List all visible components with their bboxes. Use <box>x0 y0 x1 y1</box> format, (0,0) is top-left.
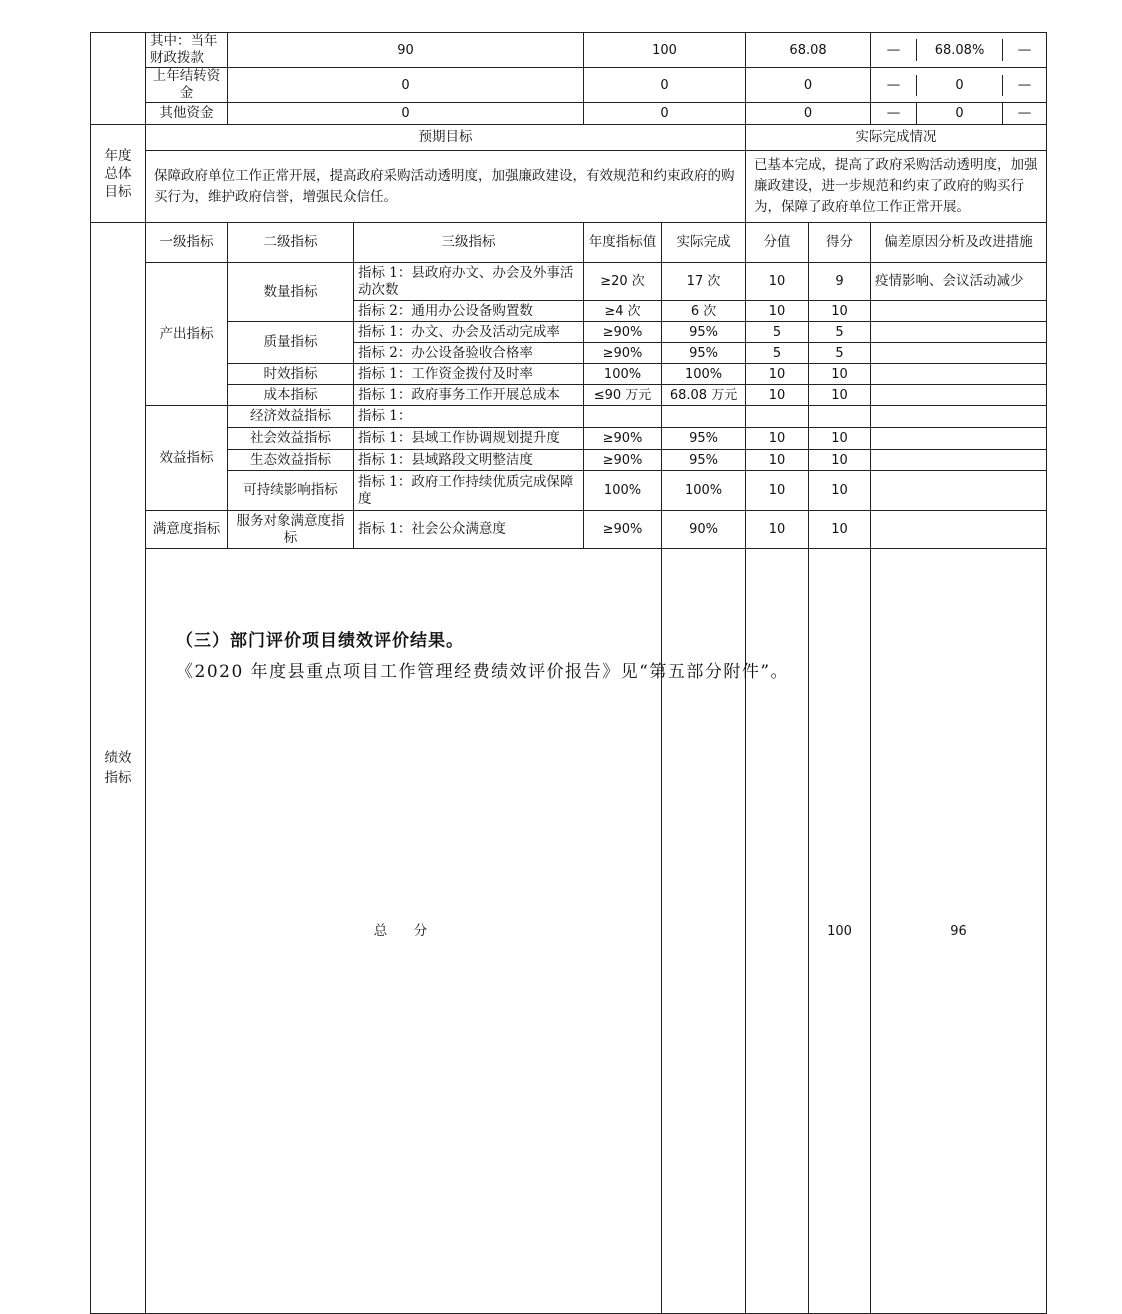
indicator-row <box>91 511 1047 549</box>
indicator-header-row <box>91 223 1047 263</box>
header-target: 年度指标值 <box>584 223 662 263</box>
deviation-cell <box>871 406 1047 428</box>
score-cell: 5 <box>809 322 871 343</box>
score-value-cell: 10 <box>746 471 809 511</box>
score-cell: 10 <box>809 385 871 406</box>
actual-cell: 68.08 万元 <box>662 385 746 406</box>
header-level1: 一级指标 <box>146 223 228 263</box>
header-level3: 三级指标 <box>354 223 584 263</box>
deviation-cell: 疫情影响、会议活动减少 <box>871 263 1047 301</box>
level3-cell: 指标 1： <box>354 406 584 428</box>
score-cell: 9 <box>809 263 871 301</box>
funding-value: 0 <box>746 68 871 103</box>
actual-cell <box>662 406 746 428</box>
deviation-cell <box>871 450 1047 471</box>
funding-value: 68.08% <box>917 39 1003 61</box>
score-cell: 10 <box>809 511 871 549</box>
header-actual: 实际完成 <box>662 223 746 263</box>
indicator-row <box>91 385 1047 406</box>
actual-cell: 95% <box>662 450 746 471</box>
group-satisfaction: 满意度指标 <box>146 511 228 549</box>
funding-row <box>91 103 1047 125</box>
level3-cell: 指标 1：办文、办会及活动完成率 <box>354 322 584 343</box>
target-cell: ≥90% <box>584 322 662 343</box>
overall-content-row <box>91 151 1047 223</box>
level2-quantity: 数量指标 <box>228 263 354 322</box>
deviation-cell <box>871 511 1047 549</box>
funding-value: 68.08 <box>746 33 871 68</box>
score-value-cell: 10 <box>746 428 809 450</box>
target-cell: 100% <box>584 364 662 385</box>
deviation-cell <box>871 428 1047 450</box>
funding-value: 0 <box>228 103 584 125</box>
level3-cell: 指标 2：通用办公设备购置数 <box>354 301 584 322</box>
indicator-row <box>91 450 1047 471</box>
header-score-value: 分值 <box>746 223 809 263</box>
overall-row-label: 年度总体目标 <box>91 125 146 223</box>
group-benefit: 效益指标 <box>146 406 228 511</box>
indicator-row <box>91 406 1047 428</box>
indicator-row <box>91 322 1047 343</box>
target-cell: ≥20 次 <box>584 263 662 301</box>
level2-ecological: 生态效益指标 <box>228 450 354 471</box>
level2-social: 社会效益指标 <box>228 428 354 450</box>
level2-timeliness: 时效指标 <box>228 364 354 385</box>
level3-cell: 指标 1：政府工作持续优质完成保障度 <box>354 471 584 511</box>
section-body: 《2020 年度县重点项目工作管理经费绩效评价报告》见“第五部分附件”。 <box>176 662 790 682</box>
actual-completion-text: 已基本完成，提高了政府采购活动透明度，加强廉政建设，进一步规范和约束了政府的购买行为，保障了政府单位工作正常开展。 <box>746 151 1047 223</box>
expected-goal-header: 预期目标 <box>146 125 746 151</box>
level2-sustainable: 可持续影响指标 <box>228 471 354 511</box>
level3-cell: 指标 1：县政府办文、办会及外事活动次数 <box>354 263 584 301</box>
target-cell: ≥90% <box>584 511 662 549</box>
indicator-row <box>91 263 1047 301</box>
funding-value: — <box>871 103 917 124</box>
funding-value: — <box>1017 76 1032 93</box>
actual-cell: 100% <box>662 471 746 511</box>
funding-value-group <box>871 33 1047 68</box>
deviation-cell <box>871 343 1047 364</box>
indicator-row <box>91 428 1047 450</box>
actual-cell: 95% <box>662 343 746 364</box>
funding-value: 90 <box>228 33 584 68</box>
score-cell: 5 <box>809 343 871 364</box>
score-value-cell: 10 <box>746 385 809 406</box>
header-deviation: 偏差原因分析及改进措施 <box>871 223 1047 263</box>
score-cell: 10 <box>809 364 871 385</box>
score-value-cell: 10 <box>746 263 809 301</box>
header-level2: 二级指标 <box>228 223 354 263</box>
target-cell <box>584 406 662 428</box>
funding-row <box>91 33 1047 68</box>
level2-quality: 质量指标 <box>228 322 354 364</box>
target-cell: ≥90% <box>584 428 662 450</box>
score-value-cell <box>746 406 809 428</box>
score-value-cell: 10 <box>746 511 809 549</box>
score-value-cell: 10 <box>746 450 809 471</box>
score-cell: 10 <box>809 471 871 511</box>
target-cell: ≤90 万元 <box>584 385 662 406</box>
funding-value: — <box>871 39 917 61</box>
score-cell: 10 <box>809 428 871 450</box>
overall-header-row <box>91 125 1047 151</box>
funding-row <box>91 68 1047 103</box>
level3-cell: 指标 1：县域工作协调规划提升度 <box>354 428 584 450</box>
deviation-cell <box>871 385 1047 406</box>
target-cell: 100% <box>584 471 662 511</box>
actual-cell: 95% <box>662 428 746 450</box>
funding-value-group <box>871 103 1047 125</box>
funding-value: 0 <box>584 68 746 103</box>
section-title: （三）部门评价项目绩效评价结果。 <box>176 631 464 651</box>
score-cell <box>809 406 871 428</box>
funding-value: 100 <box>584 33 746 68</box>
score-value-cell: 5 <box>746 343 809 364</box>
funding-value: 0 <box>584 103 746 125</box>
indicator-row <box>91 364 1047 385</box>
deviation-cell <box>871 301 1047 322</box>
level3-cell: 指标 1：政府事务工作开展总成本 <box>354 385 584 406</box>
funding-value: 0 <box>228 68 584 103</box>
indicator-row <box>91 471 1047 511</box>
funding-value: — <box>1017 41 1032 58</box>
level3-cell: 指标 1：社会公众满意度 <box>354 511 584 549</box>
level3-cell: 指标 1：工作资金拨付及时率 <box>354 364 584 385</box>
target-cell: ≥4 次 <box>584 301 662 322</box>
total-score: 96 <box>871 549 1047 1314</box>
total-label: 总 分 <box>146 549 662 1314</box>
target-cell: ≥90% <box>584 343 662 364</box>
deviation-cell <box>871 364 1047 385</box>
funding-value: 0 <box>746 103 871 125</box>
target-cell: ≥90% <box>584 450 662 471</box>
level3-cell: 指标 1：县域路段文明整洁度 <box>354 450 584 471</box>
actual-cell: 17 次 <box>662 263 746 301</box>
funding-blank-cell <box>91 33 146 125</box>
group-output: 产出指标 <box>146 263 228 406</box>
level2-economic: 经济效益指标 <box>228 406 354 428</box>
score-cell: 10 <box>809 301 871 322</box>
funding-value: 0 <box>917 75 1003 96</box>
funding-value-group <box>871 68 1047 103</box>
funding-label: 其他资金 <box>146 103 228 125</box>
actual-cell: 95% <box>662 322 746 343</box>
deviation-cell <box>871 471 1047 511</box>
header-score: 得分 <box>809 223 871 263</box>
actual-cell: 6 次 <box>662 301 746 322</box>
indicator-row-label: 绩效指标 <box>91 223 146 1314</box>
funding-label: 其中：当年财政拨款 <box>146 33 228 68</box>
actual-cell: 100% <box>662 364 746 385</box>
level2-cost: 成本指标 <box>228 385 354 406</box>
level2-service: 服务对象满意度指标 <box>228 511 354 549</box>
score-value-cell: 10 <box>746 364 809 385</box>
level3-cell: 指标 2：办公设备验收合格率 <box>354 343 584 364</box>
funding-value: — <box>1017 105 1032 121</box>
expected-goal-text: 保障政府单位工作正常开展，提高政府采购活动透明度，加强廉政建设，有效规范和约束政府的购买行为，维护政府信誉，增强民众信任。 <box>146 151 746 223</box>
funding-label: 上年结转资金 <box>146 68 228 103</box>
score-value-cell: 5 <box>746 322 809 343</box>
actual-completion-header: 实际完成情况 <box>746 125 1047 151</box>
score-value-cell: 10 <box>746 301 809 322</box>
actual-cell: 90% <box>662 511 746 549</box>
score-cell: 10 <box>809 450 871 471</box>
total-score-value: 100 <box>809 549 871 1314</box>
deviation-cell <box>871 322 1047 343</box>
funding-value: 0 <box>917 103 1003 124</box>
funding-value: — <box>871 75 917 96</box>
